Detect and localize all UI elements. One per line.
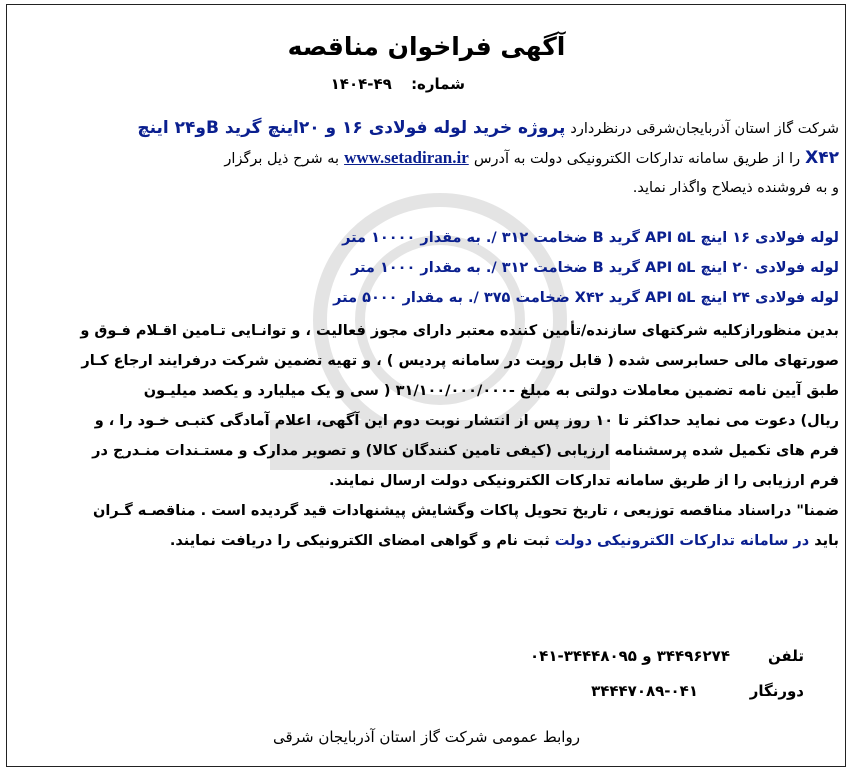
intro-part5: به شرح ذیل برگزار	[224, 151, 340, 167]
intro-part6: و به فروشنده ذیصلاح واگذار نماید.	[632, 180, 839, 196]
website-link[interactable]: www.setadiran.ir	[344, 148, 469, 167]
paragraph-last-line: باید در سامانه تدارکات الکترونیکی دولت ثبت نام و گواهی امضای الکترونیکی را دریافت نمایند.	[169, 533, 839, 549]
fax-value: ۳۴۴۴۷۰۸۹-۰۴۱	[591, 682, 698, 700]
paragraph-line: بدین منظورازکلیه شرکتهای سازنده/تأمین کننده معتبر دارای مجوز فعالیت ، و توانـایی تـامین اقـلام فـوق و	[80, 323, 839, 339]
paragraph-line: فرم ارزیابی را از طریق سامانه تدارکات الکترونیکی دولت ارسال نمایند.	[328, 473, 839, 489]
main-paragraph	[16, 316, 839, 556]
phone-value: ۳۴۴۹۶۲۷۴ و ۳۴۴۴۸۰۹۵-۰۴۱	[530, 647, 730, 665]
setad-system-highlight: در سامانه تدارکات الکترونیکی دولت	[554, 533, 810, 549]
paragraph-line: طبق آیین نامه تضمین معاملات دولتی به مبلغ -۳۱/۱۰۰/۰۰۰/۰۰۰ ( سی و یک میلیارد و یکصد میلیـون	[143, 383, 839, 399]
project-grade: X۴۲	[805, 148, 839, 168]
paragraph-line: فرم های تکمیل شده پرسشنامه ارزیابی (کیفی تامین کنندگان کالا) و تصویر مدارک و مستـندات منـدرج در	[92, 443, 839, 459]
fax-label: دورنگار	[749, 682, 804, 700]
intro-block	[16, 113, 839, 203]
footer-signature: روابط عمومی شرکت گاز استان آذربایجان شرقی	[273, 728, 580, 746]
page-title: آگهی فراخوان مناقصه	[287, 32, 566, 61]
intro-part4: را از طریق سامانه تدارکات الکترونیکی دولت به آدرس	[473, 151, 801, 167]
paragraph-line: ریال) دعوت می نماید حداکثر تا ۱۰ روز پس از انتشار نوبت دوم این آگهی، اعلام آمادگی کتبـی خـود را ، و	[94, 413, 839, 429]
list-item: لوله فولادی ۲۴ اینچ API ۵L گرید X۴۲ ضخامت ۳۷۵ /. به مقدار ۵۰۰۰ متر	[333, 290, 839, 306]
phone-label: تلفن	[767, 647, 804, 665]
tender-number	[331, 75, 465, 93]
pipe-list	[16, 223, 839, 313]
list-item: لوله فولادی ۱۶ اینچ API ۵L گرید B ضخامت ۳۱۲ /. به مقدار ۱۰۰۰۰ متر	[342, 230, 839, 246]
paragraph-line: صورتهای مالی حسابرسی شده ( قابل رویت در سامانه پردیس ) ، و تهیه تضمین شرکت درفرایند ارجاع کـار	[81, 353, 839, 369]
number-label: شماره:	[411, 75, 465, 93]
paragraph-line: ضمنا" دراسناد مناقصه توزیعی ، تاریخ تحویل پاکات وگشایش پیشنهادات قید گردیده است . مناقصـه گـران	[92, 503, 839, 519]
intro-part1: شرکت گاز استان آذربایجان‌شرقی درنظردارد	[570, 121, 839, 137]
project-title: پروژه خرید لوله فولادی ۱۶ و ۲۰اینچ گرید Bو۲۴ اینچ	[137, 118, 566, 138]
list-item: لوله فولادی ۲۰ اینچ API ۵L گرید B ضخامت ۳۱۲ /. به مقدار ۱۰۰۰ متر	[350, 260, 839, 276]
number-value: ۴۹-۱۴۰۴	[330, 75, 392, 93]
